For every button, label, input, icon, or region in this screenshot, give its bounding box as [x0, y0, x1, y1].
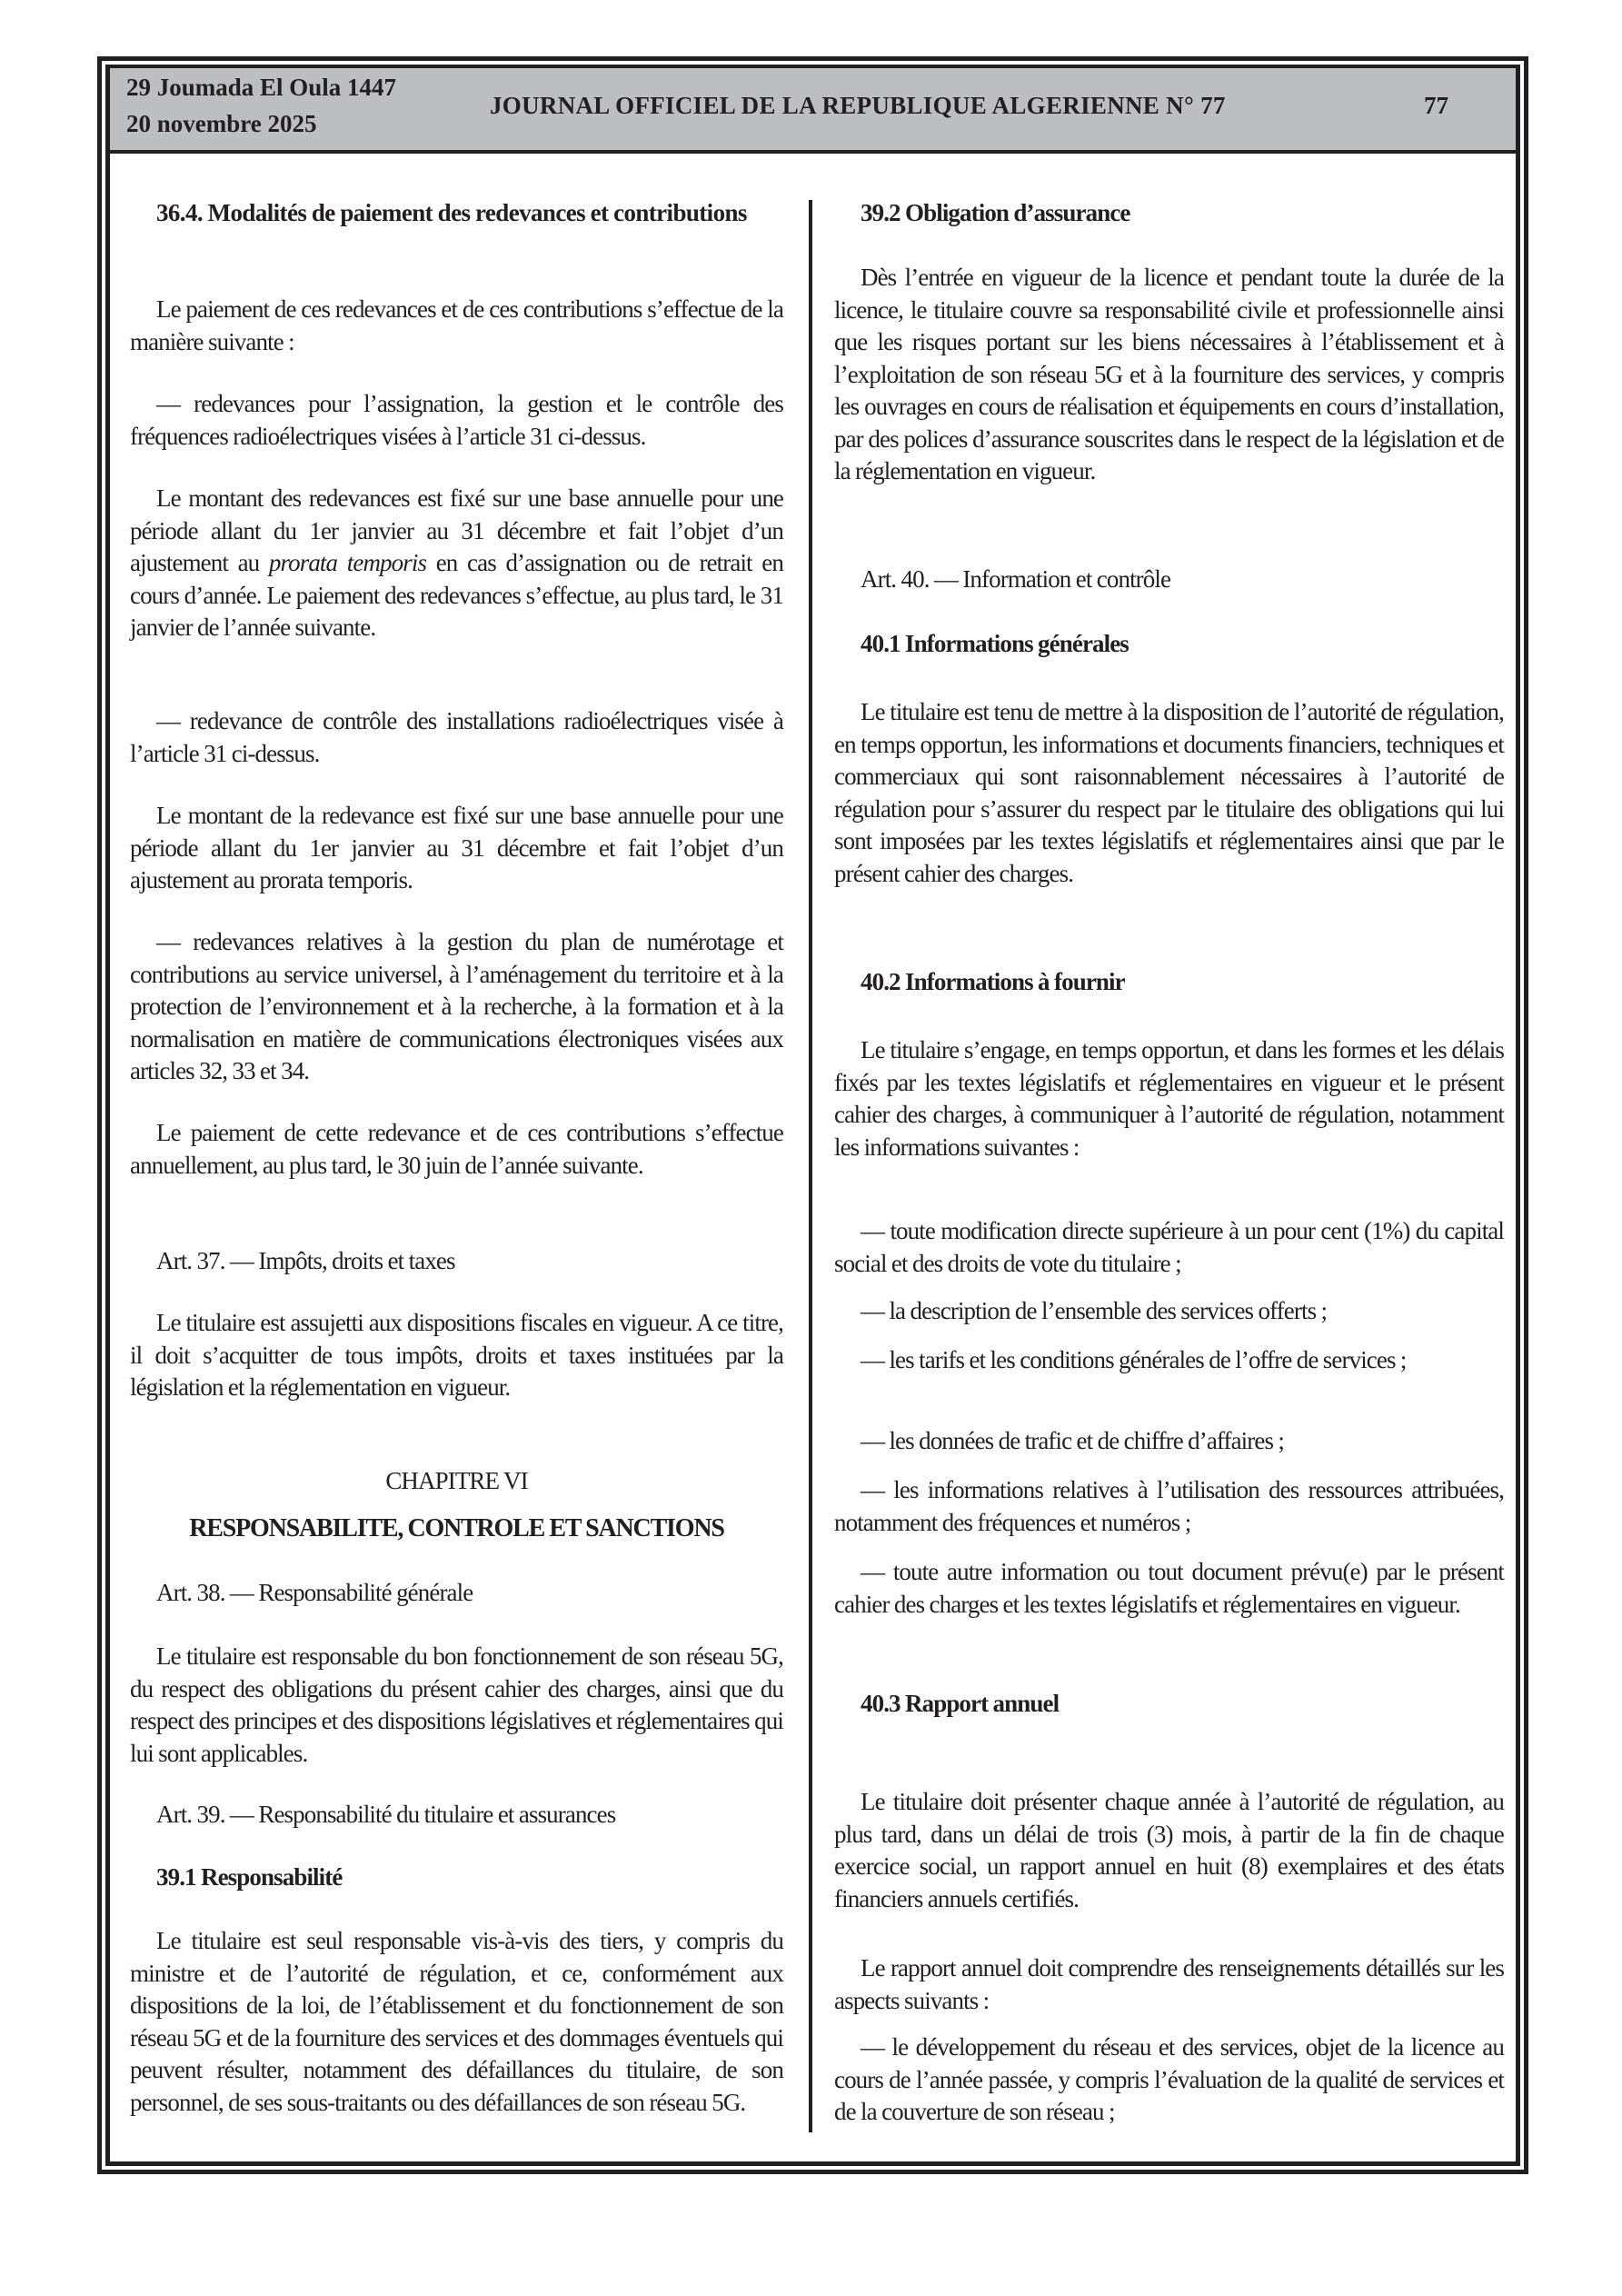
section-36-4-heading: 36.4. Modalités de paiement des redevances et contributions	[156, 199, 747, 226]
section-40-1-heading: 40.1 Informations générales	[861, 630, 1129, 657]
section-40-3-heading: 40.3 Rapport annuel	[861, 1690, 1060, 1717]
article-39-title: Art. 39. — Responsabilité du titulaire et assurances	[156, 1801, 616, 1828]
section-39-1-paragraph: Le titulaire est seul responsable vis-à-vis des tiers, y compris du ministre et de l’autorité de régulation, et ce, conformément aux dispositions de la loi, de l’établissement et du fonctionnement de son réseau 5G et de la fourniture des services et des dommages éventuels qui peuvent résulter, notamment des défaillances du titulaire, de son personnel, de ses sous-traitants ou des défaillances de son réseau 5G.	[130, 1927, 783, 2116]
section-40-2-heading: 40.2 Informations à fournir	[861, 968, 1125, 995]
section-40-3-paragraph-1: Le titulaire doit présenter chaque année à l’autorité de régulation, au plus tard, dans un délai de trois (3) mois, à partir de la fin de chaque exercice social, un rapport annuel en huit (8) exemplaires et des états financiers annuels certifiés.	[834, 1788, 1504, 1912]
list-item: — la description de l’ensemble des services offerts ;	[861, 1297, 1328, 1324]
list-item: — les tarifs et les conditions générales de l’offre de services ;	[861, 1346, 1407, 1373]
section-40-2-paragraph: Le titulaire s’engage, en temps opportun, et dans les formes et les délais fixés par les textes législatifs et réglementaires en vigueur et le présent cahier des charges, à communiquer à l’autorité de régulation, notamment les informations suivantes :	[834, 1036, 1504, 1161]
journal-title: JOURNAL OFFICIEL DE LA REPUBLIQUE ALGERIENNE N° 77	[490, 92, 1226, 119]
italic-term: prorata temporis	[268, 549, 427, 576]
article-37-paragraph: Le titulaire est assujetti aux dispositions fiscales en vigueur. A ce titre, il doit s’acquitter de tous impôts, droits et taxes instituées par la législation et la réglementation en vigueur.	[130, 1309, 783, 1401]
section-36-4-paragraph-1: Le paiement de ces redevances et de ces contributions s’effectue de la manière suivante :	[130, 295, 783, 355]
section-39-1-heading: 39.1 Responsabilité	[156, 1863, 343, 1891]
section-40-3-paragraph-2: Le rapport annuel doit comprendre des renseignements détaillés sur les aspects suivants :	[834, 1954, 1504, 2014]
article-38-paragraph: Le titulaire est responsable du bon fonctionnement de son réseau 5G, du respect des obligations du présent cahier des charges, ainsi que du respect des principes et des dispositions législatives et réglementaires qui lui sont applicables.	[130, 1642, 783, 1767]
list-item: — toute autre information ou tout document prévu(e) par le présent cahier des charges et les textes législatifs et réglementaires en vigueur.	[834, 1558, 1504, 1618]
chapter-number: CHAPITRE VI	[385, 1467, 528, 1494]
section-36-4-list-item-3: — redevances relatives à la gestion du plan de numérotage et contributions au service universel, à l’aménagement du territoire et à la protection de l’environnement et à la recherche, à la formation et à la normalisation en matière de communications électroniques visées aux articles 32, 33 et 34.	[130, 928, 783, 1084]
section-40-1-paragraph: Le titulaire est tenu de mettre à la disposition de l’autorité de régulation, en temps opportun, les informations et documents financiers, techniques et commerciaux qui sont raisonnablement nécessaires à l’autorité de régulation pour s’assurer du respect par le titulaire des obligations qui lui sont imposées par les textes législatifs et réglementaires ainsi que par le présent cahier des charges.	[834, 698, 1504, 887]
journal-header	[110, 68, 1516, 154]
article-38-title: Art. 38. — Responsabilité générale	[156, 1579, 473, 1606]
list-item: — les informations relatives à l’utilisation des ressources attribuées, notamment des fréquences et numéros ;	[834, 1476, 1504, 1536]
page-number: 77	[1424, 92, 1448, 119]
list-item: — les données de trafic et de chiffre d’affaires ;	[861, 1427, 1285, 1454]
hijri-date: 29 Joumada El Oula 1447	[126, 74, 397, 101]
section-36-4-list-item-1: — redevances pour l’assignation, la gestion et le contrôle des fréquences radioélectriques visées à l’article 31 ci-dessus.	[130, 390, 783, 450]
article-40-title: Art. 40. — Information et contrôle	[861, 565, 1171, 593]
chapter-title: RESPONSABILITE, CONTROLE ET SANCTIONS	[189, 1514, 724, 1542]
paragraph-text: Le montant des redevances est fixé sur une base annuelle pour une période allant du 1er janvier au 31 décembre et fait l’objet d’un ajustement au	[130, 484, 783, 576]
article-37-title: Art. 37. — Impôts, droits et taxes	[156, 1247, 455, 1274]
section-36-4-paragraph-3: Le montant de la redevance est fixé sur une base annuelle pour une période allant du 1er janvier au 31 décembre et fait l’objet d’un ajustement au prorata temporis.	[130, 802, 783, 893]
section-36-4-paragraph-4: Le paiement de cette redevance et de ces contributions s’effectue annuellement, au plus tard, le 30 juin de l’année suivante.	[130, 1119, 783, 1179]
section-39-2-heading: 39.2 Obligation d’assurance	[861, 199, 1130, 226]
paragraph-text: en cas d’assignation ou de retrait en cours d’année. Le paiement des redevances s’effectue, au plus tard, le 31 janvier de l’année suivante.	[130, 549, 783, 641]
section-40-3-list-item-1: — le développement du réseau et des services, objet de la licence au cours de l’année passée, y compris l’évaluation de la qualité de services et de la couverture de son réseau ;	[834, 2033, 1504, 2125]
section-36-4-list-item-2: — redevance de contrôle des installations radioélectriques visée à l’article 31 ci-dessus.	[130, 707, 783, 767]
section-36-4-paragraph-2	[130, 483, 783, 644]
section-39-2-paragraph: Dès l’entrée en vigueur de la licence et pendant toute la durée de la licence, le titulaire couvre sa responsabilité civile et professionnelle ainsi que les risques portant sur les biens nécessaires à l’établissement et à l’exploitation de son réseau 5G et à la fourniture des services, y compris les ouvrages en cours de réalisation et équipements en cours d’installation, par des polices d’assurance souscrites dans le respect de la législation et de la réglementation en vigueur.	[834, 264, 1504, 484]
gregorian-date: 20 novembre 2025	[126, 110, 317, 137]
column-divider	[809, 200, 812, 2132]
list-item: — toute modification directe supérieure à un pour cent (1%) du capital social et des droits de vote du titulaire ;	[834, 1217, 1504, 1277]
